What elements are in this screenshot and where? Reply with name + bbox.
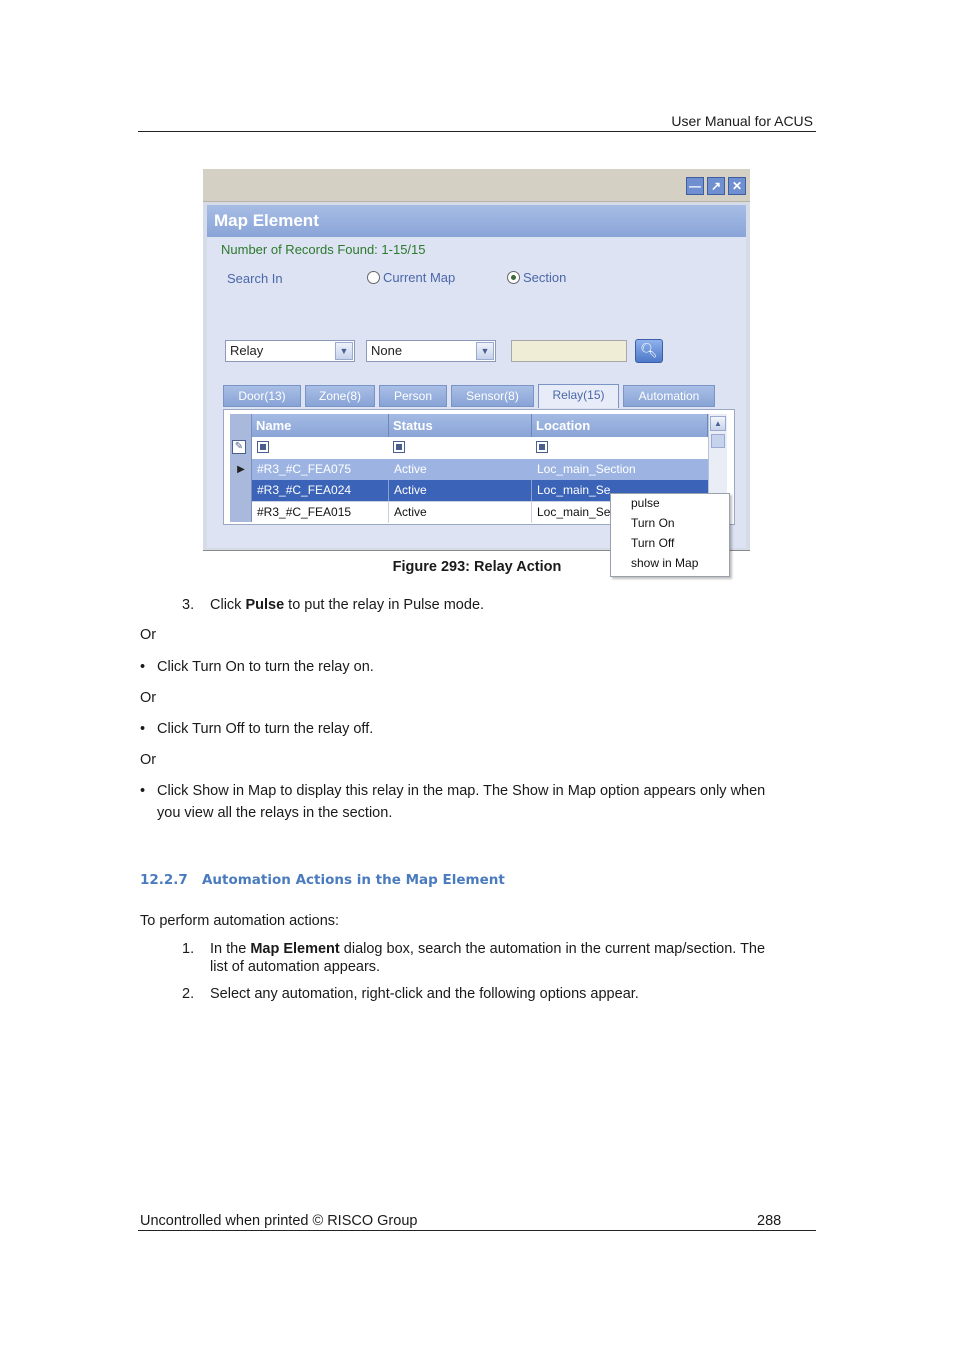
or-label: Or bbox=[140, 627, 157, 643]
bullet-turn-on: • Click Turn On to turn the relay on. bbox=[157, 657, 374, 678]
filter-edit-icon[interactable]: ✎ bbox=[232, 440, 246, 454]
cell-status: Active bbox=[389, 502, 532, 523]
type-select[interactable] bbox=[225, 340, 355, 362]
figure-caption: Figure 293: Relay Action bbox=[392, 559, 562, 575]
scroll-up-icon[interactable]: ▲ bbox=[710, 416, 726, 431]
step-text-cont: list of automation appears. bbox=[210, 959, 381, 975]
intro-text: To perform automation actions: bbox=[140, 913, 340, 929]
filter-checkbox-name[interactable] bbox=[257, 441, 269, 453]
bullet-show-in-map-cont: you view all the relays in the section. bbox=[157, 805, 393, 821]
section-title: Automation Actions in the Map Element bbox=[201, 872, 505, 888]
step-text: Select any automation, right-click and the following options appear. bbox=[210, 986, 639, 1002]
chevron-down-icon[interactable]: ▼ bbox=[335, 342, 353, 360]
cell-location: Loc_main_Section bbox=[537, 462, 636, 476]
or-label: Or bbox=[140, 690, 157, 706]
tab-door[interactable]: Door(13) bbox=[223, 385, 301, 407]
tab-relay[interactable]: Relay(15) bbox=[538, 384, 619, 408]
type-select-value: Relay bbox=[230, 343, 264, 358]
tab-person[interactable]: Person bbox=[379, 385, 447, 407]
footer-copyright: Uncontrolled when printed © RISCO Group bbox=[140, 1213, 418, 1229]
chevron-down-icon[interactable]: ▼ bbox=[476, 342, 494, 360]
search-input[interactable] bbox=[511, 340, 627, 362]
section-number: 12.2.7 bbox=[140, 872, 188, 888]
search-button[interactable] bbox=[635, 339, 663, 363]
cell-status: Active bbox=[389, 480, 532, 501]
footer-rule bbox=[138, 1230, 816, 1231]
section-heading bbox=[140, 872, 505, 888]
records-found: Number of Records Found: 1-15/15 bbox=[221, 242, 426, 257]
close-icon[interactable]: ✕ bbox=[728, 177, 746, 195]
bullet-turn-off: • Click Turn Off to turn the relay off. bbox=[157, 719, 373, 740]
section-label: Section bbox=[523, 270, 567, 285]
step-text-pre: In the bbox=[210, 941, 251, 957]
tab-automation[interactable]: Automation bbox=[623, 385, 715, 407]
filter-select[interactable] bbox=[366, 340, 496, 362]
bullet-show-in-map: • Click Show in Map to display this relay in the map. The Show in Map option appears only when bbox=[157, 781, 765, 802]
search-in-label: Search In bbox=[227, 271, 283, 286]
current-map-radio[interactable] bbox=[367, 271, 380, 284]
section-radio[interactable] bbox=[507, 271, 520, 284]
scroll-thumb[interactable] bbox=[711, 434, 725, 448]
restore-icon[interactable]: ↗ bbox=[707, 177, 725, 195]
cell-name: #R3_#C_FEA015 bbox=[252, 502, 389, 523]
menu-item-turn-off[interactable]: Turn Off bbox=[631, 536, 675, 550]
column-header-status[interactable]: Status bbox=[389, 414, 532, 437]
step-text-pre: Click bbox=[210, 597, 246, 613]
cell-location: Loc_main_Se bbox=[537, 483, 611, 497]
page-number: 288 bbox=[757, 1213, 782, 1229]
header-rule bbox=[138, 131, 816, 132]
table-row[interactable] bbox=[252, 459, 708, 480]
current-map-label: Current Map bbox=[383, 270, 456, 285]
column-header-name[interactable]: Name bbox=[252, 414, 389, 437]
step-number: 3. bbox=[182, 597, 195, 613]
cell-name: #R3_#C_FEA075 bbox=[257, 462, 352, 476]
menu-item-show-in-map[interactable]: show in Map bbox=[631, 556, 699, 570]
cell-name: #R3_#C_FEA024 bbox=[252, 480, 389, 501]
step-number: 1. bbox=[182, 941, 195, 957]
filter-checkbox-status[interactable] bbox=[393, 441, 405, 453]
step-text-post: dialog box, search the automation in the current map/section. The bbox=[339, 941, 766, 957]
running-header: User Manual for ACUS bbox=[671, 113, 813, 129]
cell-location: Loc_main_Se bbox=[537, 505, 611, 519]
step-text-bold: Map Element bbox=[250, 941, 340, 957]
tab-sensor[interactable]: Sensor(8) bbox=[451, 385, 534, 407]
menu-item-pulse[interactable]: pulse bbox=[631, 496, 660, 510]
or-label: Or bbox=[140, 752, 157, 768]
cell-status: Active bbox=[394, 462, 427, 476]
step-text-bold: Pulse bbox=[245, 597, 285, 613]
step-text bbox=[210, 595, 484, 616]
step-number: 2. bbox=[182, 986, 195, 1002]
window-titlebar bbox=[203, 169, 750, 202]
column-header-location[interactable]: Location bbox=[532, 414, 708, 437]
search-icon: 🔍︎ bbox=[640, 342, 658, 358]
menu-item-turn-on[interactable]: Turn On bbox=[631, 516, 675, 530]
filter-checkbox-location[interactable] bbox=[536, 441, 548, 453]
filter-select-value: None bbox=[371, 343, 403, 358]
dialog-title: Map Element bbox=[207, 205, 746, 237]
minimize-icon[interactable]: — bbox=[686, 177, 704, 195]
step-text-post: to put the relay in Pulse mode. bbox=[284, 597, 485, 613]
current-row-arrow-icon: ▶ bbox=[237, 464, 245, 475]
tab-zone[interactable]: Zone(8) bbox=[305, 385, 375, 407]
